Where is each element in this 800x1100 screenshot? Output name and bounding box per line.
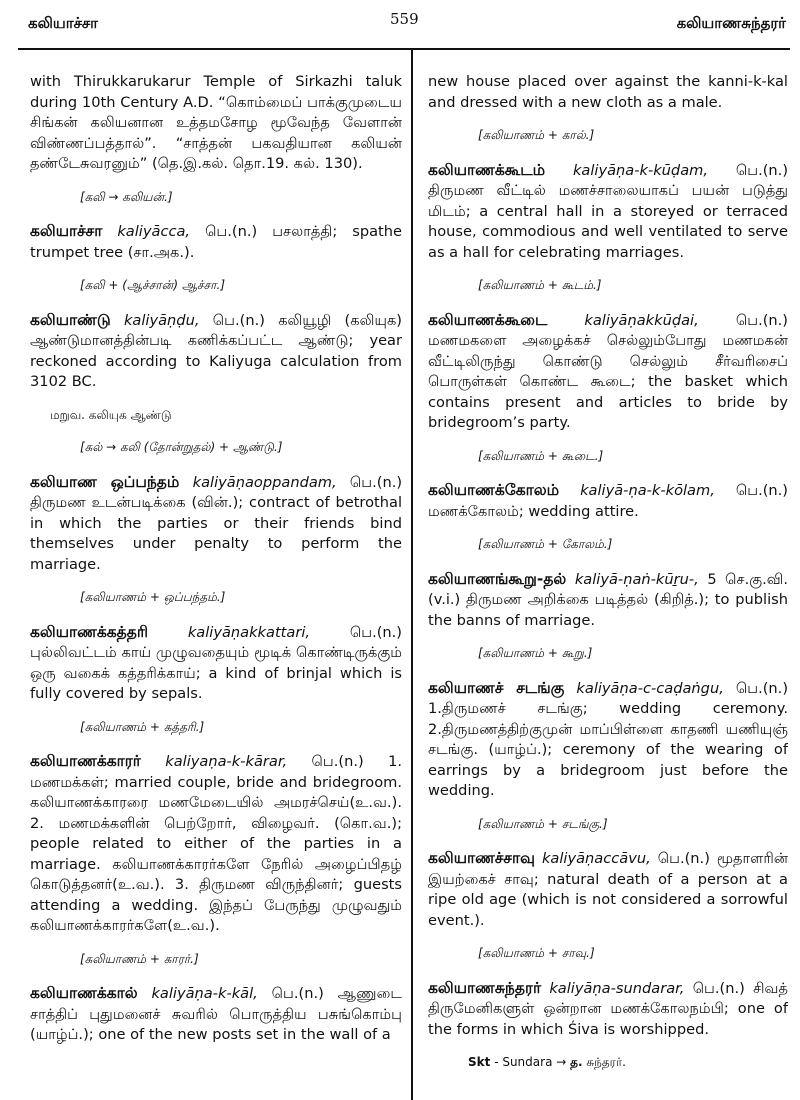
transliteration: kaliyāṇa-sundarar, — [549, 979, 685, 997]
definition: பெ.(n.) மணமகளை அழைக்கச் செல்லும்போது மணமகன் வீட்டிலிருந்து கொண்டு செல்லும் சீர்வரிசைப் பொருள்கள் கொண்ட கூடை; the basket which contains present and articles to bride by bridegroom’s party. — [428, 311, 788, 431]
etymology: [கலியாணம் + கூடம்.] — [478, 278, 602, 292]
headword: கலியாணங்கூறு-தல் — [428, 569, 567, 588]
transliteration: kaliyāṇakkūḍai, — [584, 311, 699, 329]
headword: கலியாண்டு — [30, 310, 111, 329]
entry-kaliyanakkal — [30, 983, 402, 1046]
skt-label: Skt — [468, 1055, 491, 1069]
skt-text: - Sundara → — [494, 1055, 567, 1069]
entry-kaliyana-cadangu — [428, 678, 788, 802]
etymology: [கல் → கலி (தோன்றுதல்) + ஆண்டு.] — [80, 440, 283, 454]
definition: பெ.(n.) மணக்கோலம்; wedding attire. — [428, 482, 788, 520]
continuation-text: with Thirukkarukarur Temple of Sirkazhi taluk during 10th Century A.D. “கொம்மைப் பாக்குமுடைய சிங்கன் கலியனான உத்தமசோழ மூவேந்த வேளான் விண்ணப்பத்தால்”. “சாத்தன் பகவதியான கலியன் தண்டேசுவரனும்” (தெ.இ.கல். தொ.19. கல். 130). — [30, 73, 402, 172]
transliteration: kaliyāṇaccāvu, — [541, 850, 651, 867]
transliteration: kaliyāṇaoppandam, — [192, 473, 337, 491]
entry-kaliyanakkudam — [428, 160, 788, 264]
etymology: [கலியாணம் + கால்.] — [478, 128, 595, 142]
transliteration: kaliyā-ṇaṅ-kūṟu-, — [574, 570, 699, 588]
transliteration: kaliyāṇakkattari, — [187, 623, 311, 641]
headword: கலியாணக்கால் — [30, 984, 138, 1002]
etymology: [கலி → கலியன்.] — [80, 189, 173, 204]
tamil-text: சுந்தரர். — [586, 1055, 626, 1069]
entry-kaliyanankuru — [428, 569, 788, 632]
entry-kaliyana-oppandam — [30, 472, 402, 576]
column-divider — [411, 50, 413, 1100]
etymology: [கலியாணம் + கத்தரி.] — [80, 719, 205, 734]
etymology: [கலியாணம் + காரர்.] — [80, 951, 199, 966]
headword: கலியாணக்காரர் — [30, 752, 141, 770]
etymology: [கலி + (ஆச்சான்) ஆச்சா.] — [80, 278, 226, 292]
definition: பெ.(n.) கலியூழி (கலியுக) ஆண்டுமானத்தின்படி கணிக்கப்பட்ட ஆண்டு; year reckoned according to Kaliyuga calculation from 3102 BC. — [30, 311, 402, 390]
definition: பெ.(n.) மூதாளரின் இயற்கைச் சாவு; natural death of a person at a ripe old age (which is not considered a sorrowful event.). — [428, 850, 788, 929]
definition: பெ.(n.) பசலாத்தி; spathe trumpet tree (சா.அக.). — [30, 223, 402, 261]
entry-kaliyacca — [30, 221, 402, 263]
transliteration: kaliyaṇa-k-kārar, — [165, 753, 288, 770]
transliteration: kaliyā-ṇa-k-kōlam, — [580, 482, 715, 499]
etymology: [கலியாணம் + சாவு.] — [478, 946, 595, 960]
definition: பெ.(n.) புல்லிவட்டம் காய் முழுவதையும் மூடிக் கொண்டிருக்கும் ஒரு வகைக் கத்தரிக்காய்; a kind of brinjal which is fully covered by sepals. — [30, 623, 402, 702]
left-column — [30, 50, 402, 1046]
transliteration: kaliyācca, — [117, 223, 191, 240]
transliteration: kaliyāṇa-k-kāl, — [151, 985, 258, 1002]
etymology: [கலியாணம் + கோலம்.] — [478, 537, 613, 551]
etymology: [கலியாணம் + சடங்கு.] — [478, 816, 608, 831]
sanskrit-origin — [468, 1052, 788, 1073]
page-number: 559 — [390, 10, 419, 28]
etymology: [கலியாணம் + கூடை.] — [478, 448, 604, 463]
transliteration: kaliyāṇa-c-caḍaṅgu, — [576, 679, 724, 697]
headword: கலியாணச்சாவு — [428, 849, 535, 867]
headword: கலியாண ஒப்பந்தம் — [30, 472, 180, 491]
entry-kaliyanasundarar — [428, 978, 788, 1041]
transliteration: kaliyāṇa-k-kūḍam, — [572, 161, 708, 179]
definition: பெ.(n.) 1. மணமக்கள்; married couple, bride and bridegroom. கலியாணக்காரரை மணமேடையில் அமரச்செய்(உ.வ.). 2. மணமக்களின் பெற்றோர், விழைவர். (கொ.வ.); people related to either of the parties in a marriage. கலியாணக்காரர்களே நேரில் அழைப்பிதழ் கொடுத்தனர்(உ.வ.). 3. திருமண விருந்தினர்; guests attending a wedding. இந்தப் பேருந்து முழுவதும் கலியாணக்காரர்களே(உ.வ.). — [30, 753, 402, 934]
header-left-word: கலியாச்சா — [28, 14, 99, 32]
entry-kaliyandu — [30, 310, 402, 393]
definition: பெ.(n.) திருமண வீட்டில் மணச்சாலையாகப் பயன் படுத்து மிடம்; a central hall in a storeyed or terraced house, commodious and well ventilated to serve as a hall for celebrating marriages. — [428, 161, 788, 261]
synonym-note: மறுவ. கலியுக ஆண்டு — [50, 407, 172, 422]
entry-kaliyanakkudai — [428, 310, 788, 434]
entry-kaliyanakkolam — [428, 480, 788, 522]
headword: கலியாணக்கூடை — [428, 310, 548, 329]
definition: பெ.(n.) 1.திருமணச் சடங்கு; wedding ceremony. 2.திருமணத்திற்குமுன் மாப்பிள்ளை காதணி யணியுஞ் சடங்கு. (யாழ்ப்.); ceremony of the wearing of earrings by a bridegroom just before the wedding. — [428, 679, 788, 799]
entry-kaliyanakkarar — [30, 751, 402, 937]
transliteration: kaliyāṇḍu, — [123, 311, 200, 329]
etymology: [கலியாணம் + ஒப்பந்தம்.] — [80, 590, 226, 604]
headword: கலியாணக்கோலம் — [428, 481, 560, 499]
definition: பெ.(n.) ஆணுடை சாத்திப் புதுமனைச் சுவரில் பொருத்திய பசுங்கொம்பு (யாழ்ப்.); one of the new posts set in the wall of a — [30, 985, 402, 1043]
tamil-label: த. — [570, 1055, 583, 1069]
headword: கலியாணசுந்தரர் — [428, 978, 542, 997]
headword: கலியாணக்கத்தரி — [30, 622, 148, 641]
headword: கலியாச்சா — [30, 222, 103, 240]
header-right-word: கலியாணசுந்தரர் — [676, 14, 786, 32]
continuation-text: new house placed over against the kanni-k-kal and dressed with a new cloth as a male. — [428, 73, 788, 111]
headword: கலியாணக்கூடம் — [428, 160, 546, 179]
definition: 5 செ.கு.வி. (v.i.) திருமண அறிக்கை படித்தல் (கிறித்.); to publish the banns of marriage. — [428, 570, 788, 629]
entry-kaliyanaccavu — [428, 848, 788, 931]
right-column — [428, 50, 788, 1073]
definition: பெ.(n.) சிவத் திருமேனிகளுள் ஒன்றான மணக்கோலநம்பி; one of the forms in which Śiva is worshipped. — [428, 979, 788, 1038]
entry-kaliyanakkattari — [30, 622, 402, 705]
etymology: [கலியாணம் + கூறு.] — [478, 646, 593, 660]
definition: பெ.(n.) திருமண உடன்படிக்கை (வின்.); contract of betrothal in which the parties or their friends bind themselves under penalty to perform the marriage. — [30, 473, 402, 573]
headword: கலியாணச் சடங்கு — [428, 678, 565, 697]
